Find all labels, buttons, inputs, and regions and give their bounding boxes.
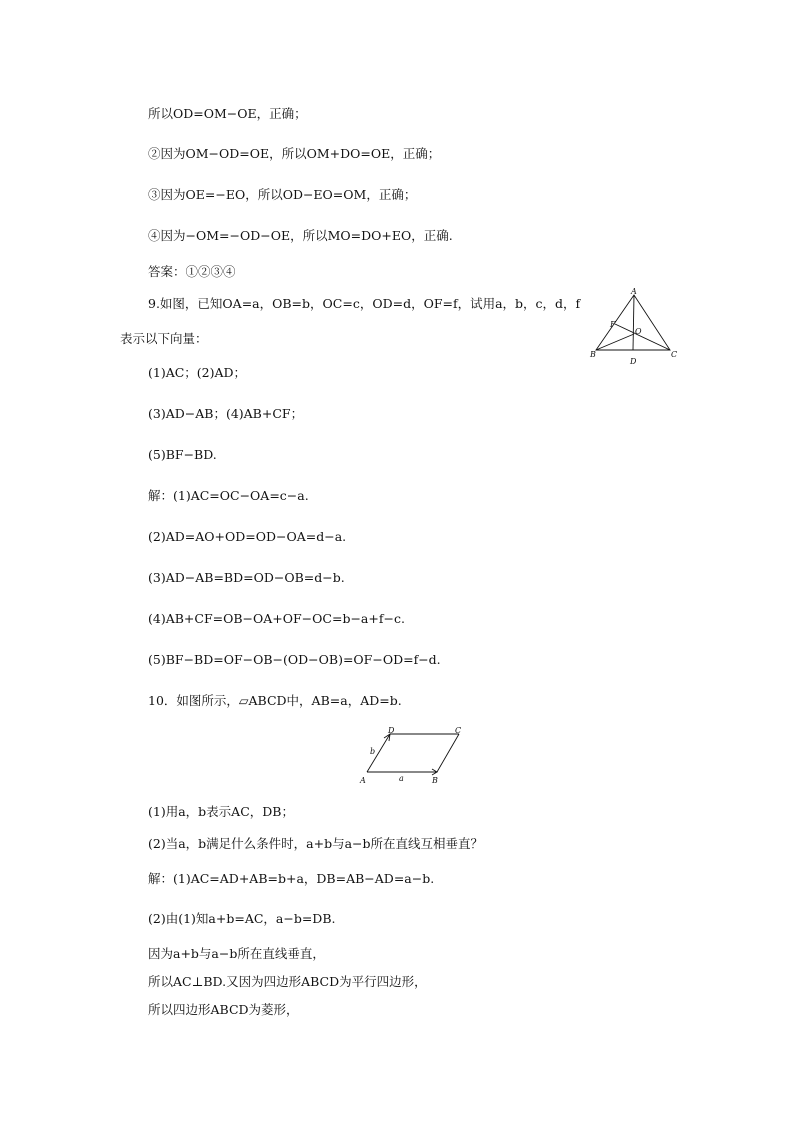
solution-9-3: (3)AD−AB=BD=OD−OB=d−b.	[148, 570, 345, 585]
parallelogram-figure	[355, 722, 467, 790]
problem-10-line: 10．如图所示，▱ABCD中，AB=a，AD=b.	[148, 693, 402, 708]
label-A: A	[360, 776, 366, 785]
label-A: A	[631, 287, 637, 296]
text-line-3: ③因为OE=−EO，所以OD−EO=OM，正确；	[148, 187, 417, 202]
triangle-figure	[588, 284, 688, 372]
answer-line: 答案：①②③④	[148, 264, 236, 279]
solution-9-2: (2)AD=AO+OD=OD−OA=d−a.	[148, 529, 347, 544]
solution-10-line-3: 因为a+b与a−b所在直线垂直，	[148, 946, 325, 961]
label-b: b	[370, 747, 376, 756]
label-B: B	[590, 350, 596, 359]
problem-10-part-2: (2)当a，b满足什么条件时，a+b与a−b所在直线互相垂直？	[148, 836, 484, 851]
label-O: O	[635, 327, 642, 336]
label-a: a	[399, 774, 404, 783]
problem-9-part-3-4: (3)AD−AB；(4)AB+CF；	[148, 406, 304, 421]
solution-9-5: (5)BF−BD=OF−OB−(OD−OB)=OF−OD=f−d.	[148, 652, 441, 667]
problem-9-line-2: 表示以下向量：	[120, 331, 208, 346]
text-line-1: 所以OD=OM−OE，正确；	[148, 106, 307, 121]
solution-10-1: 解：(1)AC=AD+AB=b+a，DB=AB−AD=a−b.	[148, 871, 435, 886]
solution-9-4: (4)AB+CF=OB−OA+OF−OC=b−a+f−c.	[148, 611, 405, 626]
problem-9-part-5: (5)BF−BD.	[148, 447, 217, 462]
problem-10-part-1: (1)用a，b表示AC，DB；	[148, 804, 294, 819]
text-line-2: ②因为OM−OD=OE，所以OM+DO=OE，正确；	[148, 146, 441, 161]
solution-10-line-4: 所以AC⊥BD.又因为四边形ABCD为平行四边形，	[148, 974, 427, 989]
label-B: B	[432, 776, 438, 785]
label-D: D	[388, 726, 395, 735]
solution-10-2: (2)由(1)知a+b=AC，a−b=DB.	[148, 911, 336, 926]
label-D: D	[630, 357, 637, 366]
solution-10-line-5: 所以四边形ABCD为菱形，	[148, 1002, 299, 1017]
solution-9-1: 解：(1)AC=OC−OA=c−a.	[148, 488, 309, 503]
label-C: C	[671, 350, 678, 359]
problem-9-part-1-2: (1)AC；(2)AD；	[148, 365, 247, 380]
label-F: F	[610, 320, 616, 329]
text-line-4: ④因为−OM=−OD−OE，所以MO=DO+EO，正确.	[148, 228, 453, 243]
problem-9-line: 9.如图，已知OA=a，OB=b，OC=c，OD=d，OF=f，试用a，b，c，d，f	[148, 296, 581, 311]
label-C: C	[455, 726, 462, 735]
